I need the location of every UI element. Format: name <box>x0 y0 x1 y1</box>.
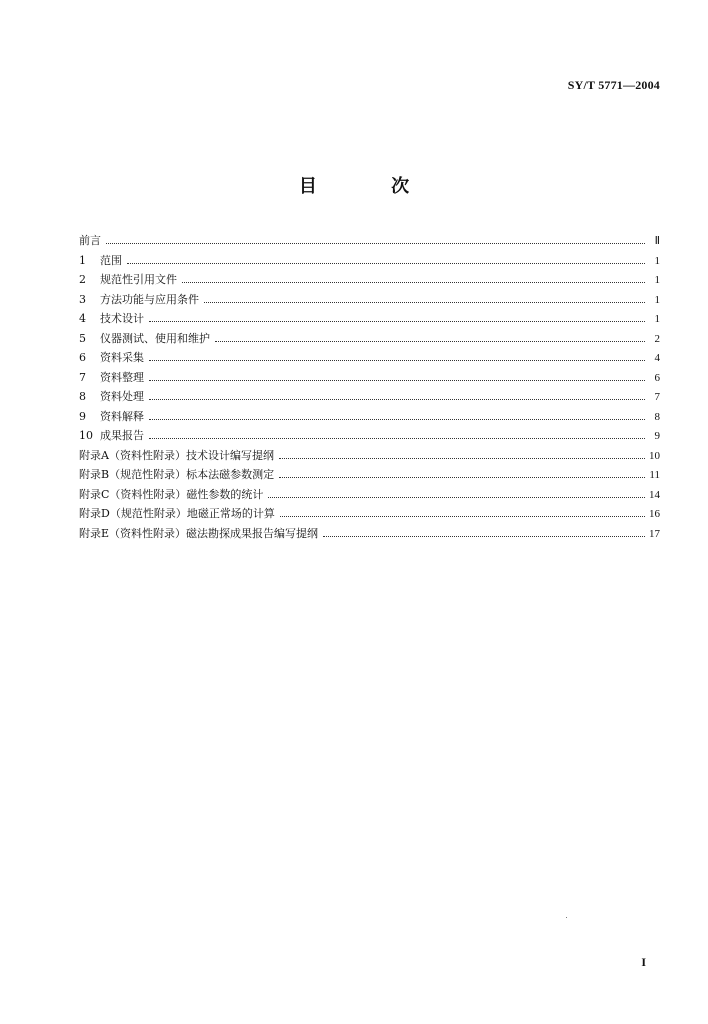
toc-entry-title <box>79 251 122 271</box>
toc-entry-page: 1 <box>654 293 660 306</box>
toc-entry-page: 4 <box>654 352 660 364</box>
toc-entry <box>79 407 660 427</box>
toc-entry <box>79 485 660 505</box>
toc-entry-label: 仪器测试、使用和维护 <box>100 331 210 345</box>
toc-entry-page: 14 <box>649 488 660 501</box>
toc-dot-leader <box>279 457 645 459</box>
toc-entry-label: 附录E（资料性附录）磁法勘探成果报告编写提纲 <box>79 526 319 540</box>
toc-entry-title <box>79 465 274 485</box>
toc-entry-page: 1 <box>654 274 660 286</box>
toc-entry-label: 成果报告 <box>100 429 144 442</box>
toc-dot-leader <box>149 418 645 420</box>
toc-entry-number: 5 <box>79 331 86 345</box>
toc-entry-number: 9 <box>79 409 86 423</box>
toc-entry <box>79 524 660 544</box>
toc-entry-title <box>79 485 263 505</box>
toc-entry-title <box>79 348 144 368</box>
toc-entry-label: 附录B（规范性附录）标本法磁参数测定 <box>79 468 275 481</box>
toc-entry-title <box>79 407 144 427</box>
toc-entry-label: 范围 <box>100 253 122 267</box>
toc-entry-label: 资料采集 <box>100 351 144 364</box>
toc-dot-leader <box>149 379 645 381</box>
toc-entry-page: 1 <box>654 254 660 267</box>
toc-entry <box>79 290 660 310</box>
toc-entry-page: 10 <box>649 449 660 462</box>
toc-entry <box>79 348 660 368</box>
toc-entry-page: 2 <box>654 332 660 345</box>
toc-entry-title <box>79 387 144 407</box>
toc-entry <box>79 446 660 466</box>
toc-entry <box>79 465 660 485</box>
toc-entry-number: 6 <box>79 351 86 364</box>
toc-dot-leader <box>127 262 645 264</box>
toc-entry-number: 10 <box>79 429 93 442</box>
toc-entry-title <box>79 446 274 466</box>
toc-dot-leader <box>182 281 645 283</box>
toc-entry-label: 附录A（资料性附录）技术设计编写提纲 <box>79 448 274 462</box>
toc-entry-label: 前言 <box>79 234 101 247</box>
toc-dot-leader <box>215 340 645 342</box>
toc-entry <box>79 426 660 446</box>
toc-entry-title <box>79 329 210 349</box>
toc-entry-page: 17 <box>649 527 660 540</box>
toc-entry-label: 规范性引用文件 <box>100 273 177 286</box>
toc-entry-title <box>79 368 144 388</box>
toc-entry <box>79 270 660 290</box>
toc-entry-number: 4 <box>79 312 86 325</box>
standard-number: SY/T 5771—2004 <box>567 78 660 92</box>
toc-dot-leader <box>149 398 645 400</box>
toc-entry-label: 资料整理 <box>100 370 144 384</box>
toc-entry-number: 8 <box>79 390 86 403</box>
toc-dot-leader <box>149 437 645 439</box>
toc-entry-number: 1 <box>79 253 86 267</box>
scan-speck <box>566 917 567 918</box>
toc-entry-title <box>79 504 275 524</box>
toc-entry <box>79 309 660 329</box>
toc-entry-number: 2 <box>79 273 86 286</box>
toc-entry <box>79 231 660 251</box>
toc-entry-title <box>79 524 318 544</box>
toc-dot-leader <box>279 476 645 478</box>
toc-entry-page: 9 <box>654 430 660 442</box>
toc-dot-leader <box>106 242 645 244</box>
toc-entry-label: 资料处理 <box>100 390 144 403</box>
toc-dot-leader <box>280 515 645 517</box>
toc-dot-leader <box>149 320 645 322</box>
toc-entry-page: 7 <box>654 391 660 403</box>
toc-dot-leader <box>204 301 645 303</box>
toc-entry-label: 技术设计 <box>100 312 144 325</box>
toc-entry-number: 3 <box>79 292 86 306</box>
toc-dot-leader <box>268 496 645 498</box>
toc-entry-number: 7 <box>79 370 86 384</box>
toc-entry-label: 资料解释 <box>100 409 144 423</box>
footer-page-number: I <box>641 955 646 969</box>
page-title: 目 次 <box>298 176 444 197</box>
toc-entry-page: 11 <box>649 469 660 481</box>
toc-entry <box>79 504 660 524</box>
toc-dot-leader <box>149 359 645 361</box>
toc-entry-label: 附录D（规范性附录）地磁正常场的计算 <box>79 507 275 520</box>
toc-entry-title <box>79 270 177 290</box>
toc-entry <box>79 387 660 407</box>
toc-entry-title <box>79 426 144 446</box>
toc-entry-page: 6 <box>654 371 660 384</box>
toc-entry-title <box>79 290 199 310</box>
toc-entry-page: 8 <box>654 410 660 423</box>
toc-entry-page: Ⅱ <box>654 235 660 247</box>
table-of-contents <box>79 231 660 543</box>
toc-entry <box>79 368 660 388</box>
toc-entry <box>79 251 660 271</box>
toc-dot-leader <box>323 535 645 537</box>
toc-entry-title <box>79 231 101 251</box>
toc-entry-label: 方法功能与应用条件 <box>100 292 199 306</box>
toc-entry <box>79 329 660 349</box>
toc-entry-page: 16 <box>649 508 660 520</box>
toc-entry-page: 1 <box>654 313 660 325</box>
toc-entry-label: 附录C（资料性附录）磁性参数的统计 <box>79 487 264 501</box>
toc-entry-title <box>79 309 144 329</box>
